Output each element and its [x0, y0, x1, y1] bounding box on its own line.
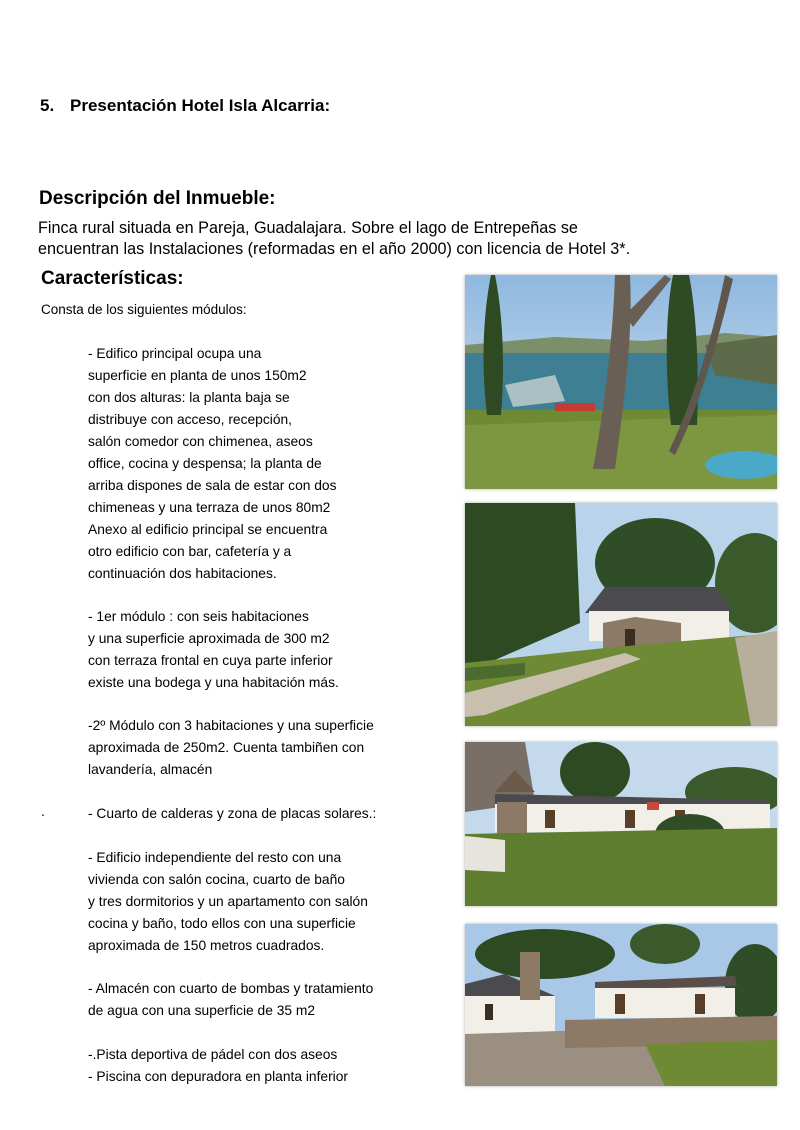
module-1-description [88, 606, 339, 694]
section-title: Presentación Hotel Isla Alcarria: [70, 96, 331, 115]
text-line: lavandería, almacén [88, 762, 213, 777]
text-line: - 1er módulo : con seis habitaciones [88, 609, 309, 624]
text-line: aproximada de 250m2. Cuenta tambiñen con [88, 740, 365, 755]
text-line: - Edificio independiente del resto con una [88, 850, 342, 865]
text-line: existe una bodega y una habitación más. [88, 675, 339, 690]
text-line: chimeneas y una terraza de unos 80m2 [88, 500, 331, 515]
text-line: con dos alturas: la planta baja se [88, 390, 290, 405]
text-line: superficie en planta de unos 150m2 [88, 368, 307, 383]
storage-description [88, 978, 373, 1022]
text-line: y tres dormitorios y un apartamento con salón [88, 894, 368, 909]
photo-main-building [465, 503, 777, 726]
module-2-description [88, 715, 374, 781]
text-line: cocina y baño, todo ellos con una superficie [88, 916, 356, 931]
text-line: aproximada de 150 metros cuadrados. [88, 938, 325, 953]
text-line: vivienda con salón cocina, cuarto de baño [88, 872, 345, 887]
section-heading [40, 96, 330, 116]
text-line: otro edificio con bar, cafetería y a [88, 544, 292, 559]
text-line: -.Pista deportiva de pádel con dos aseos [88, 1047, 338, 1062]
main-building-description [88, 343, 337, 585]
description-title: Descripción del Inmueble: [39, 188, 276, 209]
text-line: - Edifico principal ocupa una [88, 346, 262, 361]
text-line: -2º Módulo con 3 habitaciones y una superficie [88, 718, 374, 733]
independent-building-description [88, 847, 368, 957]
text-line: de agua con una superficie de 35 m2 [88, 1003, 316, 1018]
text-line: office, cocina y despensa; la planta de [88, 456, 322, 471]
description-line: Finca rural situada en Pareja, Guadalajara. Sobre el lago de Entrepeñas se [38, 219, 578, 237]
text-line: - Piscina con depuradora en planta inferior [88, 1069, 348, 1084]
features-title: Características: [41, 268, 184, 289]
text-line: y una superficie aproximada de 300 m2 [88, 631, 330, 646]
text-line: Anexo al edificio principal se encuentra [88, 522, 328, 537]
text-line: arriba dispones de sala de estar con dos [88, 478, 337, 493]
text-line: distribuye con acceso, recepción, [88, 412, 292, 427]
photo-module-building [465, 742, 777, 906]
features-intro: Consta de los siguientes módulos: [41, 302, 247, 317]
text-line: - Cuarto de calderas y zona de placas solares.: [88, 806, 377, 821]
photo-stone-buildings [465, 924, 777, 1086]
bullet-marker: . [41, 804, 45, 819]
description-line: encuentran las Instalaciones (reformadas en el año 2000) con licencia de Hotel 3*. [38, 240, 631, 258]
text-line: continuación dos habitaciones. [88, 566, 277, 581]
section-number: 5. [40, 96, 55, 115]
text-line: - Almacén con cuarto de bombas y tratamiento [88, 981, 374, 996]
text-line: con terraza frontal en cuya parte inferior [88, 653, 333, 668]
text-line: salón comedor con chimenea, aseos [88, 434, 313, 449]
boiler-room-description [88, 803, 376, 825]
sports-pool-description [88, 1044, 348, 1088]
description-paragraph [38, 218, 788, 260]
photo-lake-view [465, 275, 777, 489]
